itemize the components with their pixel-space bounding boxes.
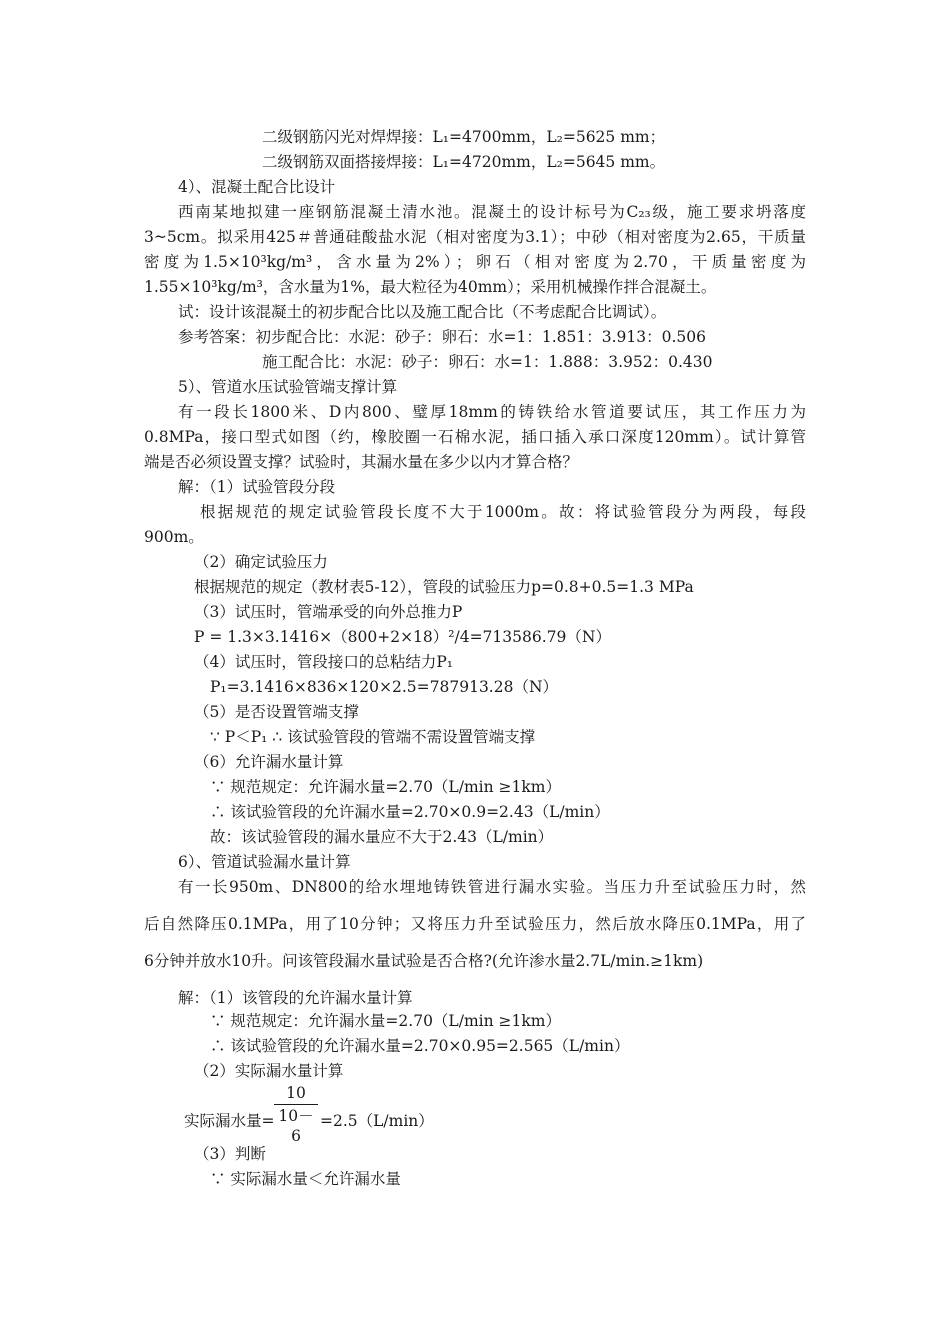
fraction-bar [274,1104,318,1105]
solution-5-step-4: （4）试压时，管段接口的总粘结力P₁ [194,653,454,671]
section-5-para-line-1: 有一段长1800米、D内800、璧厚18mm的铸铁给水管道要试压，其工作压力为 [178,403,806,421]
fraction-rhs: =2.5（L/min） [320,1112,434,1130]
solution-5-step-3-formula: P = 1.3×3.1416×（800+2×18）²/4=713586.79（N） [194,628,611,646]
solution-5-step-1: 解：（1）试验管段分段 [178,478,336,496]
section-6-para-line-2: 后自然降压0.1MPa，用了10分钟；又将压力升至试验压力，然后放水降压0.1MPa，用了 [144,915,806,933]
solution-6-step-3-text: ∵ 实际漏水量＜允许漏水量 [210,1170,401,1188]
fraction-numerator: 10 [286,1084,306,1102]
solution-5-step-4-formula: P₁=3.1416×836×120×2.5=787913.28（N） [210,678,559,696]
solution-5-step-2: （2）确定试验压力 [194,553,328,571]
solution-5-step-1-text-b: 900m。 [144,528,204,546]
solution-6-step-1: 解：（1）该管段的允许漏水量计算 [178,989,413,1007]
fraction-lhs: 实际漏水量= [184,1112,275,1130]
solution-6-step-1-text-b: ∴ 该试验管段的允许漏水量=2.70×0.95=2.565（L/min） [210,1037,630,1055]
solution-5-step-2-text: 根据规范的规定（教材表5-12），管段的试验压力p=0.8+0.5=1.3 MPa [194,578,694,596]
solution-5-step-6-text-b: ∴ 该试验管段的允许漏水量=2.70×0.9=2.43（L/min） [210,803,610,821]
section-4-para-line-4: 1.55×10³kg/m³，含水量为1%，最大粒径为40mm）；采用机械操作拌合混凝土。 [144,278,717,296]
section-4-para-line-3: 密度为1.5×10³kg/m³，含水量为2%）；卵石（相对密度为2.70，干质量密度为 [144,253,806,271]
solution-6-step-3: （3）判断 [194,1145,266,1163]
solution-5-step-6: （6）允许漏水量计算 [194,753,344,771]
section-6-heading: 6）、管道试验漏水量计算 [178,853,351,871]
section-4-answer-initial: 参考答案：初步配合比：水泥：砂子：卵石：水=1：1.851：3.913：0.506 [178,328,706,346]
solution-5-step-5-text: ∵ P＜P₁ ∴ 该试验管段的管端不需设置管端支撑 [210,728,536,746]
section-4-para-line-2: 3~5cm。拟采用425＃普通硅酸盐水泥（相对密度为3.1）；中砂（相对密度为2.65，干质量 [144,228,806,246]
solution-5-step-6-text-c: 故：该试验管段的漏水量应不大于2.43（L/min） [210,828,554,846]
solution-6-step-2: （2）实际漏水量计算 [194,1062,344,1080]
section-6-para-line-3: 6分钟并放水10升。问该管段漏水量试验是否合格?(允许渗水量2.7L/min.≥1km) [144,952,704,970]
section-4-heading: 4）、混凝土配合比设计 [178,178,336,196]
section-4-para-line-1: 西南某地拟建一座钢筋混凝土清水池。混凝土的设计标号为C₂₃级，施工要求坍落度 [178,203,806,221]
solution-5-step-5: （5）是否设置管端支撑 [194,703,359,721]
section-6-para-line-1: 有一长950m、DN800的给水埋地铸铁管进行漏水实验。当压力升至试验压力时，然 [178,878,806,896]
fraction-denominator: 10－6 [278,1107,314,1145]
solution-6-step-1-text-a: ∵ 规范规定：允许漏水量=2.70（L/min ≥1km） [210,1012,561,1030]
section-5-para-line-3: 端是否必须设置支撑？试验时，其漏水量在多少以内才算合格？ [144,453,579,471]
section-5-para-line-2: 0.8MPa，接口型式如图（约，橡胶圈一石棉水泥，插口插入承口深度120mm）。试计算管 [144,428,806,446]
weld-lap-line: 二级钢筋双面搭接焊接：L₁=4720mm，L₂=5645 mm。 [262,153,666,171]
solution-5-step-6-text-a: ∵ 规范规定：允许漏水量=2.70（L/min ≥1km） [210,778,561,796]
weld-flash-line: 二级钢筋闪光对焊焊接：L₁=4700mm，L₂=5625 mm； [262,128,666,146]
section-4-answer-construction: 施工配合比：水泥：砂子：卵石：水=1：1.888：3.952：0.430 [262,353,713,371]
solution-5-step-3: （3）试压时，管端承受的向外总推力P [194,603,463,621]
section-4-question: 试：设计该混凝土的初步配合比以及施工配合比（不考虑配合比调试）。 [178,303,667,321]
solution-5-step-1-text-a: 根据规范的规定试验管段长度不大于1000m。故：将试验管段分为两段，每段 [200,503,806,521]
section-5-heading: 5）、管道水压试验管端支撑计算 [178,378,398,396]
